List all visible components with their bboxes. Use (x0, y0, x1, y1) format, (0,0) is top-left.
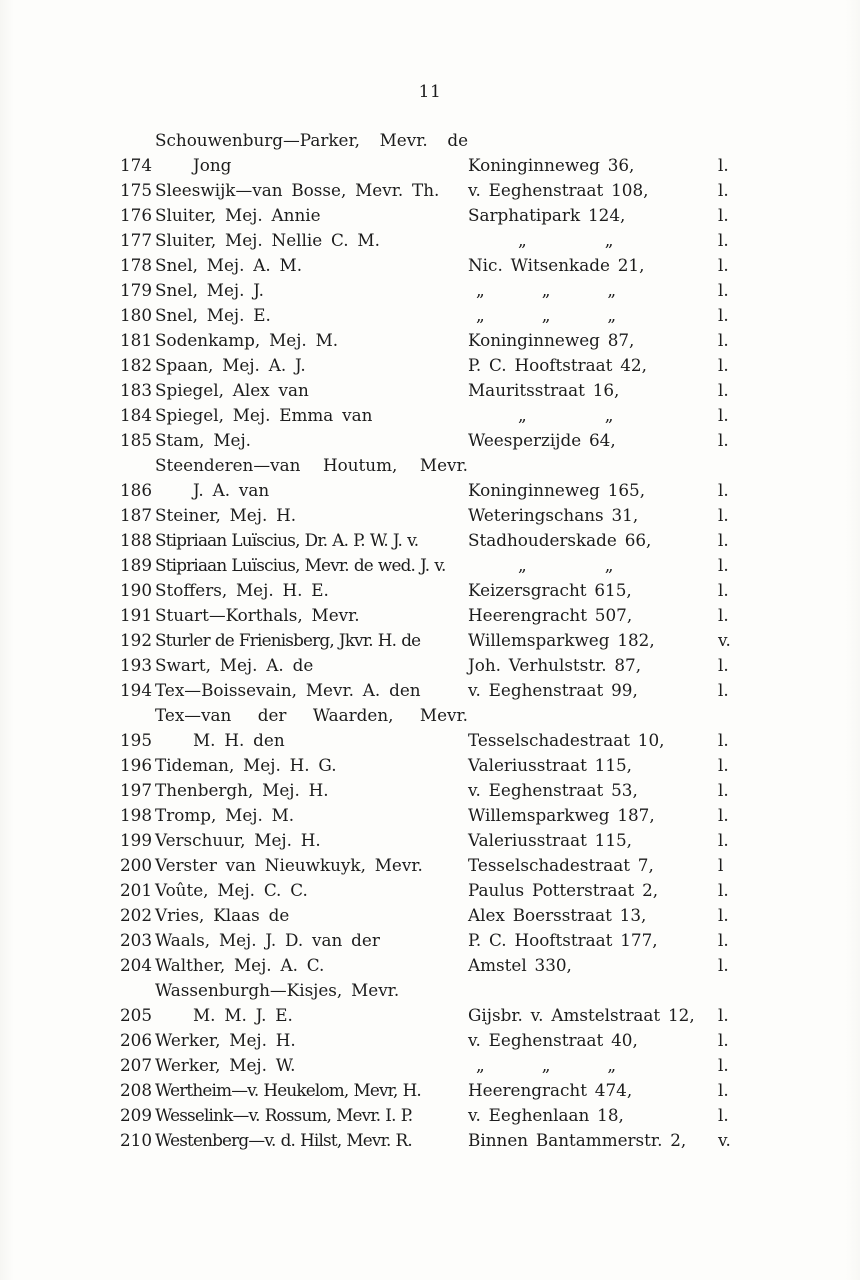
entry-name-line: Wertheim—v. Heukelom, Mevr, H. (155, 1080, 421, 1100)
entry-address (468, 803, 715, 828)
directory-row (120, 403, 768, 428)
entry-name-line: Stipriaan Luïscius, Mevr. de wed. J. v. (155, 555, 446, 575)
entry-mark: l. (718, 1030, 729, 1050)
entry-name-line: Swart, Mej. A. de (155, 655, 314, 675)
entry-number: 194 (120, 680, 153, 700)
entry-number: 176 (120, 205, 153, 225)
entry-address-text: Willemsparkweg 182, (468, 630, 655, 650)
entry-mark: l. (718, 255, 729, 275)
entry-address-text: Amstel 330, (468, 955, 572, 975)
entry-number: 187 (120, 505, 153, 525)
entry-name-line: Sluiter, Mej. Nellie C. M. (155, 230, 380, 250)
entry-address (468, 753, 715, 778)
entry-name (155, 778, 468, 803)
directory-row (120, 903, 768, 928)
entry-name (155, 953, 468, 978)
entry-name-line: Schouwenburg—Parker, Mevr. de (155, 130, 468, 150)
entry-number: 186 (120, 480, 153, 500)
entry-address-text: v. Eeghenstraat 99, (468, 680, 638, 700)
entry-address-text: Tesselschadestraat 7, (468, 855, 654, 875)
entry-name (155, 803, 468, 828)
entry-number: 192 (120, 630, 153, 650)
ditto-mark: „ (604, 555, 614, 575)
entry-name-continuation: Jong (193, 155, 232, 175)
directory-row (120, 253, 768, 278)
entry-address-text: Valeriusstraat 115, (468, 755, 633, 775)
entry-name (155, 928, 468, 953)
entry-name (155, 503, 468, 528)
entry-mark: l. (718, 1055, 729, 1075)
entry-address (468, 203, 715, 228)
ditto-mark: „ (476, 305, 485, 325)
entry-address-text: Paulus Potterstraat 2, (468, 880, 659, 900)
entry-name-line: Steenderen—van Houtum, Mevr. (155, 455, 468, 475)
entry-name-line: Voûte, Mej. C. C. (155, 880, 308, 900)
entry-mark: l. (718, 830, 729, 850)
entry-name (155, 703, 468, 753)
directory-row (120, 353, 768, 378)
entry-name-continuation: J. A. van (193, 480, 270, 500)
entry-address-text: v. Eeghenlaan 18, (468, 1105, 624, 1125)
entry-mark: l. (718, 755, 729, 775)
directory-row (120, 1078, 768, 1103)
ditto-mark: „ (518, 405, 527, 425)
entry-name (155, 128, 468, 178)
entry-address (468, 428, 715, 453)
entry-mark: l. (718, 205, 729, 225)
directory-row (120, 328, 768, 353)
entry-name (155, 1128, 468, 1153)
entry-name-line: Snel, Mej. E. (155, 305, 271, 325)
entry-number: 208 (120, 1080, 153, 1100)
entry-address-text: Alex Boersstraat 13, (468, 905, 647, 925)
entry-number: 175 (120, 180, 153, 200)
entry-name-line: Wassenburgh—Kisjes, Mevr. (155, 980, 400, 1000)
entry-address (468, 1028, 715, 1053)
entry-address (468, 1053, 715, 1078)
directory-row (120, 278, 768, 303)
entry-name (155, 203, 468, 228)
entry-name-continuation: M. M. J. E. (193, 1005, 293, 1025)
ditto-mark: „ (476, 1055, 485, 1075)
entry-number: 181 (120, 330, 153, 350)
directory-row (120, 1053, 768, 1078)
entry-name-line: Verschuur, Mej. H. (155, 830, 321, 850)
entry-number: 182 (120, 355, 153, 375)
entry-address (468, 578, 715, 603)
directory-row (120, 778, 768, 803)
entry-mark: l. (718, 930, 729, 950)
directory-row (120, 428, 768, 453)
entry-number: 207 (120, 1055, 153, 1075)
entry-address (468, 378, 715, 403)
entry-name (155, 678, 468, 703)
entry-name (155, 1103, 468, 1128)
entry-name (155, 1078, 468, 1103)
directory-row (120, 928, 768, 953)
directory-row (120, 753, 768, 778)
entry-address (468, 828, 715, 853)
entry-name (155, 353, 468, 378)
entry-name-line: Stoffers, Mej. H. E. (155, 580, 329, 600)
entry-address-text: Gijsbr. v. Amstelstraat 12, (468, 1005, 695, 1025)
entry-mark: l. (718, 355, 729, 375)
entry-name-line: Westenberg—v. d. Hilst, Mevr. R. (155, 1130, 412, 1150)
entry-mark: l. (718, 330, 729, 350)
entry-number: 201 (120, 880, 153, 900)
entry-address (468, 778, 715, 803)
entry-number: 191 (120, 605, 153, 625)
entry-name (155, 428, 468, 453)
entry-mark: l. (718, 505, 729, 525)
entry-name (155, 878, 468, 903)
ditto-mark: „ (541, 1055, 551, 1075)
entry-name-line: Werker, Mej. H. (155, 1030, 296, 1050)
entry-name (155, 303, 468, 328)
entry-name-line: Werker, Mej. W. (155, 1055, 296, 1075)
entry-name-line: Tex—Boissevain, Mevr. A. den (155, 680, 421, 700)
entry-address-text: v. Eeghenstraat 53, (468, 780, 638, 800)
entry-mark: l. (718, 480, 729, 500)
entry-name-line: Stipriaan Luïscius, Dr. A. P. W. J. v. (155, 530, 419, 550)
directory-row (120, 678, 768, 703)
entry-name-line: Stam, Mej. (155, 430, 251, 450)
entry-mark: l. (718, 1005, 729, 1025)
entry-name-line: Vries, Klaas de (155, 905, 290, 925)
directory-row (120, 878, 768, 903)
directory-row (120, 128, 768, 178)
entry-name (155, 603, 468, 628)
entry-address-text: Koninginneweg 165, (468, 480, 646, 500)
entry-number: 177 (120, 230, 153, 250)
entry-address-text: Joh. Verhulststr. 87, (468, 655, 642, 675)
entry-address (468, 678, 715, 703)
entry-name-line: Sturler de Frienisberg, Jkvr. H. de (155, 630, 421, 650)
entry-name-line: Sodenkamp, Mej. M. (155, 330, 339, 350)
entry-mark: l. (718, 1105, 729, 1125)
directory-row (120, 578, 768, 603)
entry-address-text: P. C. Hooftstraat 177, (468, 930, 658, 950)
entry-mark: l (718, 855, 724, 875)
entry-mark: l. (718, 405, 729, 425)
directory-row (120, 1103, 768, 1128)
entry-address (468, 328, 715, 353)
entry-address-text: Mauritsstraat 16, (468, 380, 620, 400)
entry-number: 209 (120, 1105, 153, 1125)
directory-row (120, 653, 768, 678)
entry-name-line: Spiegel, Mej. Emma van (155, 405, 373, 425)
entry-address-text: Sarphatipark 124, (468, 205, 626, 225)
ditto-mark: „ (607, 1055, 617, 1075)
entry-name (155, 753, 468, 778)
entry-number: 189 (120, 555, 153, 575)
directory-row (120, 203, 768, 228)
entry-name (155, 528, 468, 553)
entry-mark: l. (718, 530, 729, 550)
entry-name (155, 253, 468, 278)
entry-mark: l. (718, 580, 729, 600)
entry-name-line: Stuart—Korthals, Mevr. (155, 605, 360, 625)
entry-number: 203 (120, 930, 153, 950)
entry-number: 199 (120, 830, 153, 850)
entry-address (468, 728, 715, 753)
directory-row (120, 378, 768, 403)
entry-number: 174 (120, 155, 153, 175)
entry-address (468, 528, 715, 553)
entry-mark: l. (718, 905, 729, 925)
entry-mark: l. (718, 730, 729, 750)
entry-address-text: Koninginneweg 36, (468, 155, 635, 175)
entry-address (468, 928, 715, 953)
entry-address (468, 353, 715, 378)
entry-mark: l. (718, 280, 729, 300)
directory-row (120, 628, 768, 653)
entry-number: 202 (120, 905, 153, 925)
entry-mark: v. (718, 1130, 731, 1150)
entry-name-line: Sluiter, Mej. Annie (155, 205, 321, 225)
entry-address-text: Valeriusstraat 115, (468, 830, 633, 850)
entry-address (468, 603, 715, 628)
ditto-mark: „ (607, 280, 617, 300)
entry-address (468, 1078, 715, 1103)
entry-mark: l. (718, 680, 729, 700)
directory-row (120, 703, 768, 753)
entry-name (155, 578, 468, 603)
directory-row (120, 1028, 768, 1053)
entry-name (155, 228, 468, 253)
entry-address (468, 853, 715, 878)
entry-mark: l. (718, 805, 729, 825)
entry-mark: l. (718, 305, 729, 325)
entry-address-text: Heerengracht 474, (468, 1080, 633, 1100)
entry-number: 183 (120, 380, 153, 400)
entry-address (468, 178, 715, 203)
entry-mark: l. (718, 655, 729, 675)
entry-address-text: Koninginneweg 87, (468, 330, 635, 350)
entry-number: 197 (120, 780, 153, 800)
entry-address-text: Tesselschadestraat 10, (468, 730, 665, 750)
directory-row (120, 978, 768, 1028)
entry-name-line: Wesselink—v. Rossum, Mevr. I. P. (155, 1105, 413, 1125)
entry-number: 179 (120, 280, 153, 300)
entry-address (468, 403, 715, 428)
entry-name (155, 378, 468, 403)
entry-mark: l. (718, 1080, 729, 1100)
entry-name-line: Snel, Mej. A. M. (155, 255, 303, 275)
directory-row (120, 853, 768, 878)
entry-number: 204 (120, 955, 153, 975)
ditto-mark: „ (541, 305, 551, 325)
entry-address (468, 878, 715, 903)
entry-number: 185 (120, 430, 153, 450)
entry-name (155, 903, 468, 928)
entry-address (468, 553, 715, 578)
entry-number: 188 (120, 530, 153, 550)
directory-row (120, 828, 768, 853)
entry-mark: l. (718, 230, 729, 250)
directory-row (120, 953, 768, 978)
directory-row (120, 603, 768, 628)
entry-address (468, 303, 715, 328)
entry-address-text: Nic. Witsenkade 21, (468, 255, 645, 275)
entry-number: 205 (120, 1005, 153, 1025)
entry-address (468, 1128, 715, 1153)
entry-number: 178 (120, 255, 153, 275)
entry-name-line: Tromp, Mej. M. (155, 805, 295, 825)
entry-name (155, 403, 468, 428)
ditto-mark: „ (607, 305, 617, 325)
entry-name (155, 453, 468, 503)
entry-name (155, 853, 468, 878)
entry-number: 210 (120, 1130, 153, 1150)
directory-row (120, 553, 768, 578)
entry-address-text: v. Eeghenstraat 40, (468, 1030, 638, 1050)
entry-address (468, 903, 715, 928)
entry-name (155, 278, 468, 303)
entry-mark: l. (718, 880, 729, 900)
entry-address-text: Keizersgracht 615, (468, 580, 632, 600)
page-number: 11 (418, 82, 442, 102)
ditto-mark: „ (604, 230, 614, 250)
entry-mark: l. (718, 430, 729, 450)
ditto-mark: „ (518, 230, 527, 250)
entry-address-text: Heerengracht 507, (468, 605, 633, 625)
entry-number: 190 (120, 580, 153, 600)
entry-name-continuation: M. H. den (193, 730, 285, 750)
entry-address (468, 1103, 715, 1128)
directory-row (120, 1128, 768, 1153)
directory-row (120, 303, 768, 328)
entry-address (468, 953, 715, 978)
entry-mark: l. (718, 155, 729, 175)
entry-address-text: Willemsparkweg 187, (468, 805, 655, 825)
entry-number: 206 (120, 1030, 153, 1050)
entry-name-line: Spaan, Mej. A. J. (155, 355, 306, 375)
entry-address-text: v. Eeghenstraat 108, (468, 180, 649, 200)
ditto-mark: „ (476, 280, 485, 300)
entry-address (468, 278, 715, 303)
entry-name (155, 628, 468, 653)
entry-address (468, 628, 715, 653)
entry-name-line: Waals, Mej. J. D. van der (155, 930, 380, 950)
entry-address-text: Weesperzijde 64, (468, 430, 616, 450)
entry-mark: l. (718, 380, 729, 400)
entry-mark: l. (718, 555, 729, 575)
directory-row (120, 503, 768, 528)
entry-number: 200 (120, 855, 153, 875)
entry-address (468, 228, 715, 253)
directory-row (120, 528, 768, 553)
entry-name-line: Spiegel, Alex van (155, 380, 309, 400)
entry-address (468, 503, 715, 528)
entry-name-line: Sleeswijk—van Bosse, Mevr. Th. (155, 180, 440, 200)
entry-name-line: Thenbergh, Mej. H. (155, 780, 329, 800)
entry-name (155, 978, 468, 1028)
entry-number: 198 (120, 805, 153, 825)
entry-number: 193 (120, 655, 153, 675)
directory-row (120, 228, 768, 253)
entry-number: 196 (120, 755, 153, 775)
entry-address (468, 1003, 715, 1028)
entry-address-text: Weteringschans 31, (468, 505, 639, 525)
directory-row (120, 453, 768, 503)
entry-mark: l. (718, 180, 729, 200)
entry-address-text: P. C. Hooftstraat 42, (468, 355, 647, 375)
directory-list (120, 128, 768, 1153)
ditto-mark: „ (518, 555, 527, 575)
entry-name (155, 653, 468, 678)
entry-name-line: Steiner, Mej. H. (155, 505, 297, 525)
entry-address-text: Binnen Bantammerstr. 2, (468, 1130, 687, 1150)
entry-mark: l. (718, 955, 729, 975)
entry-name (155, 1053, 468, 1078)
entry-name-line: Verster van Nieuwkuyk, Mevr. (155, 855, 423, 875)
entry-mark: l. (718, 780, 729, 800)
entry-address-text: Stadhouderskade 66, (468, 530, 652, 550)
entry-mark: v. (718, 630, 731, 650)
entry-name-line: Tideman, Mej. H. G. (155, 755, 337, 775)
directory-row (120, 178, 768, 203)
entry-name (155, 328, 468, 353)
entry-name-line: Tex—van der Waarden, Mevr. (155, 705, 468, 725)
entry-number: 195 (120, 730, 153, 750)
entry-number: 180 (120, 305, 153, 325)
entry-address (468, 653, 715, 678)
entry-name (155, 1028, 468, 1053)
entry-name (155, 828, 468, 853)
ditto-mark: „ (541, 280, 551, 300)
entry-address (468, 153, 715, 178)
entry-address (468, 478, 715, 503)
entry-name-line: Walther, Mej. A. C. (155, 955, 325, 975)
entry-name (155, 553, 468, 578)
entry-address (468, 253, 715, 278)
entry-name (155, 178, 468, 203)
entry-mark: l. (718, 605, 729, 625)
ditto-mark: „ (604, 405, 614, 425)
directory-row (120, 803, 768, 828)
entry-name-line: Snel, Mej. J. (155, 280, 265, 300)
entry-number: 184 (120, 405, 153, 425)
